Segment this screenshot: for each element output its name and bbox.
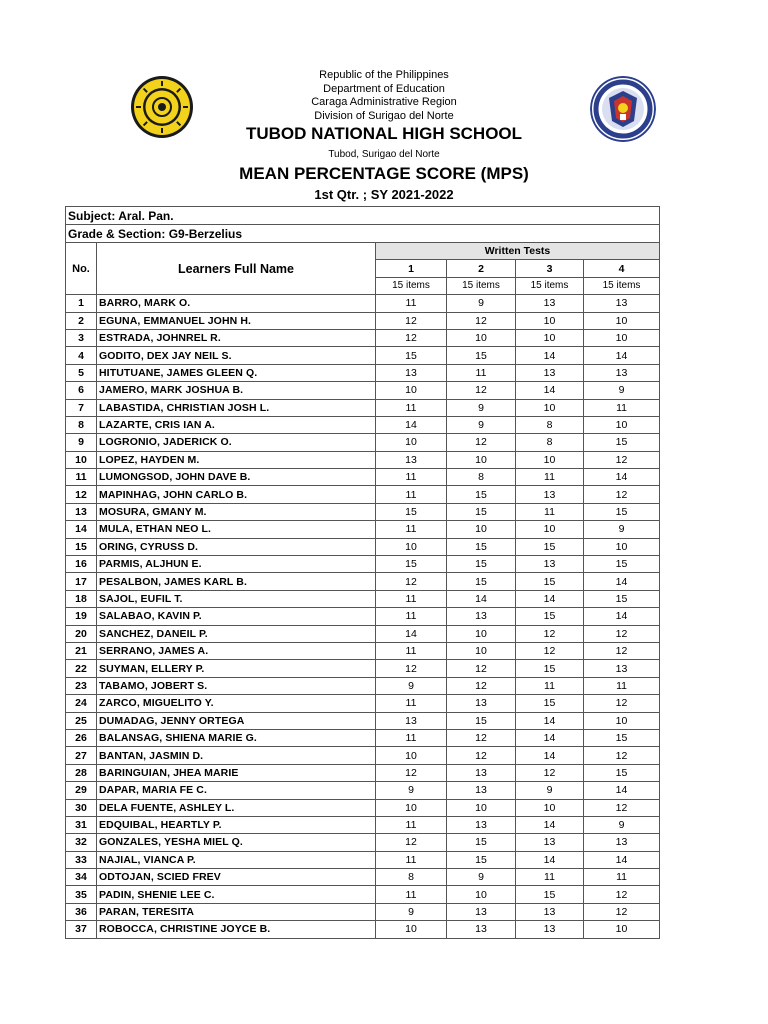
score-test-1: 9	[376, 677, 447, 694]
table-row	[66, 329, 660, 346]
score-test-1: 15	[376, 503, 447, 520]
row-number: 26	[66, 729, 97, 746]
row-number: 14	[66, 521, 97, 538]
score-test-2: 15	[447, 573, 516, 590]
score-test-3: 13	[516, 903, 584, 920]
row-number: 12	[66, 486, 97, 503]
learner-name: NAJIAL, VIANCA P.	[97, 851, 376, 868]
header-row-1	[66, 243, 660, 260]
score-test-4: 10	[584, 712, 660, 729]
quarter-label: 1st Qtr. ; SY 2021-2022	[314, 187, 454, 202]
table-row	[66, 764, 660, 781]
score-test-4: 13	[584, 295, 660, 312]
row-number: 23	[66, 677, 97, 694]
score-test-1: 11	[376, 886, 447, 903]
learner-name: SUYMAN, ELLERY P.	[97, 660, 376, 677]
score-test-1: 12	[376, 312, 447, 329]
row-number: 16	[66, 556, 97, 573]
score-test-3: 10	[516, 799, 584, 816]
table-row	[66, 851, 660, 868]
score-test-3: 11	[516, 677, 584, 694]
score-test-1: 11	[376, 851, 447, 868]
row-number: 19	[66, 608, 97, 625]
learner-name: MAPINHAG, JOHN CARLO B.	[97, 486, 376, 503]
learner-name: LUMONGSOD, JOHN DAVE B.	[97, 469, 376, 486]
row-number: 9	[66, 434, 97, 451]
score-test-1: 11	[376, 486, 447, 503]
score-test-4: 10	[584, 921, 660, 938]
row-number: 1	[66, 295, 97, 312]
learner-name: TABAMO, JOBERT S.	[97, 677, 376, 694]
score-test-1: 13	[376, 712, 447, 729]
score-test-4: 10	[584, 416, 660, 433]
table-row	[66, 521, 660, 538]
header-line-division: Division of Surigao del Norte	[314, 109, 454, 122]
score-test-3: 14	[516, 382, 584, 399]
score-test-3: 11	[516, 503, 584, 520]
score-test-4: 9	[584, 382, 660, 399]
learner-name: JAMERO, MARK JOSHUA B.	[97, 382, 376, 399]
table-row	[66, 416, 660, 433]
score-test-4: 13	[584, 660, 660, 677]
learner-name: EGUNA, EMMANUEL JOHN H.	[97, 312, 376, 329]
table-row	[66, 869, 660, 886]
score-test-3: 15	[516, 608, 584, 625]
score-test-1: 10	[376, 382, 447, 399]
score-test-2: 12	[447, 312, 516, 329]
score-test-2: 15	[447, 503, 516, 520]
score-test-4: 15	[584, 590, 660, 607]
test-number-3: 3	[516, 260, 584, 277]
score-test-3: 9	[516, 782, 584, 799]
score-test-4: 15	[584, 729, 660, 746]
grade-section-row	[66, 225, 660, 243]
score-test-2: 12	[447, 434, 516, 451]
score-test-4: 10	[584, 312, 660, 329]
test-number-2: 2	[447, 260, 516, 277]
table-row	[66, 573, 660, 590]
score-test-2: 12	[447, 382, 516, 399]
table-row	[66, 677, 660, 694]
test-items-1: 15 items	[376, 277, 447, 294]
score-test-3: 13	[516, 295, 584, 312]
score-test-3: 14	[516, 590, 584, 607]
row-number: 13	[66, 503, 97, 520]
score-test-1: 11	[376, 729, 447, 746]
row-number: 27	[66, 747, 97, 764]
table-row	[66, 399, 660, 416]
score-test-1: 10	[376, 747, 447, 764]
score-test-4: 13	[584, 834, 660, 851]
learner-name: SERRANO, JAMES A.	[97, 642, 376, 659]
score-test-1: 8	[376, 869, 447, 886]
score-test-3: 8	[516, 434, 584, 451]
score-test-1: 14	[376, 416, 447, 433]
learner-name: ZARCO, MIGUELITO Y.	[97, 695, 376, 712]
score-test-3: 13	[516, 556, 584, 573]
score-test-2: 15	[447, 347, 516, 364]
row-number: 34	[66, 869, 97, 886]
score-test-2: 10	[447, 886, 516, 903]
learner-name: SANCHEZ, DANEIL P.	[97, 625, 376, 642]
col-no-header: No.	[66, 243, 97, 295]
score-test-3: 13	[516, 834, 584, 851]
score-test-1: 11	[376, 608, 447, 625]
score-test-1: 11	[376, 590, 447, 607]
score-test-3: 15	[516, 573, 584, 590]
score-test-3: 12	[516, 625, 584, 642]
learner-name: PARMIS, ALJHUN E.	[97, 556, 376, 573]
score-test-2: 15	[447, 538, 516, 555]
score-test-2: 10	[447, 329, 516, 346]
score-test-2: 13	[447, 782, 516, 799]
score-test-3: 10	[516, 312, 584, 329]
score-test-2: 11	[447, 364, 516, 381]
score-test-2: 12	[447, 660, 516, 677]
score-test-1: 12	[376, 660, 447, 677]
table-row	[66, 660, 660, 677]
score-test-2: 13	[447, 816, 516, 833]
table-row	[66, 503, 660, 520]
row-number: 10	[66, 451, 97, 468]
score-test-4: 10	[584, 538, 660, 555]
score-test-1: 12	[376, 764, 447, 781]
government-header	[0, 69, 768, 123]
score-test-2: 15	[447, 834, 516, 851]
score-test-2: 15	[447, 712, 516, 729]
score-test-2: 10	[447, 642, 516, 659]
score-test-1: 12	[376, 834, 447, 851]
score-test-2: 12	[447, 677, 516, 694]
score-test-2: 15	[447, 556, 516, 573]
score-test-1: 11	[376, 399, 447, 416]
report-title: MEAN PERCENTAGE SCORE (MPS)	[239, 164, 529, 183]
score-test-3: 12	[516, 642, 584, 659]
col-name-header: Learners Full Name	[97, 243, 376, 295]
table-row	[66, 295, 660, 312]
table-row	[66, 921, 660, 938]
row-number: 28	[66, 764, 97, 781]
score-test-3: 15	[516, 886, 584, 903]
table-row	[66, 538, 660, 555]
subject-row	[66, 207, 660, 225]
learner-name: DELA FUENTE, ASHLEY L.	[97, 799, 376, 816]
score-test-4: 14	[584, 347, 660, 364]
score-test-4: 12	[584, 486, 660, 503]
learner-name: BARINGUIAN, JHEA MARIE	[97, 764, 376, 781]
score-test-1: 12	[376, 573, 447, 590]
score-test-4: 9	[584, 816, 660, 833]
row-number: 22	[66, 660, 97, 677]
learner-name: EDQUIBAL, HEARTLY P.	[97, 816, 376, 833]
score-test-3: 15	[516, 695, 584, 712]
score-test-3: 11	[516, 869, 584, 886]
score-test-4: 14	[584, 608, 660, 625]
table-row	[66, 834, 660, 851]
score-test-3: 12	[516, 764, 584, 781]
score-test-4: 12	[584, 625, 660, 642]
table-row	[66, 434, 660, 451]
learner-name: ORING, CYRUSS D.	[97, 538, 376, 555]
score-test-4: 14	[584, 573, 660, 590]
score-test-2: 9	[447, 869, 516, 886]
header-line-country: Republic of the Philippines	[319, 69, 449, 81]
learner-name: ODTOJAN, SCIED FREV	[97, 869, 376, 886]
learner-name: MULA, ETHAN NEO L.	[97, 521, 376, 538]
row-number: 17	[66, 573, 97, 590]
score-test-1: 14	[376, 625, 447, 642]
score-test-2: 9	[447, 399, 516, 416]
table-row	[66, 729, 660, 746]
learner-name: HITUTUANE, JAMES GLEEN Q.	[97, 364, 376, 381]
score-test-2: 15	[447, 851, 516, 868]
row-number: 7	[66, 399, 97, 416]
score-test-3: 11	[516, 469, 584, 486]
score-test-4: 15	[584, 556, 660, 573]
score-test-4: 12	[584, 695, 660, 712]
score-test-4: 13	[584, 364, 660, 381]
table-row	[66, 486, 660, 503]
score-test-2: 15	[447, 486, 516, 503]
test-items-3: 15 items	[516, 277, 584, 294]
row-number: 36	[66, 903, 97, 920]
score-test-3: 14	[516, 729, 584, 746]
table-row	[66, 695, 660, 712]
table-row	[66, 816, 660, 833]
table-row	[66, 469, 660, 486]
row-number: 4	[66, 347, 97, 364]
row-number: 37	[66, 921, 97, 938]
row-number: 20	[66, 625, 97, 642]
score-test-1: 12	[376, 329, 447, 346]
row-number: 29	[66, 782, 97, 799]
score-test-4: 14	[584, 782, 660, 799]
score-test-4: 14	[584, 851, 660, 868]
table-row	[66, 886, 660, 903]
score-test-1: 11	[376, 295, 447, 312]
score-test-1: 10	[376, 434, 447, 451]
score-test-3: 14	[516, 851, 584, 868]
score-test-3: 15	[516, 660, 584, 677]
table-row	[66, 712, 660, 729]
score-test-2: 9	[447, 416, 516, 433]
table-row	[66, 747, 660, 764]
school-address: Tubod, Surigao del Norte	[328, 149, 440, 160]
test-number-1: 1	[376, 260, 447, 277]
score-test-4: 15	[584, 764, 660, 781]
row-number: 8	[66, 416, 97, 433]
header-line-department: Department of Education	[323, 82, 445, 95]
score-test-2: 13	[447, 695, 516, 712]
row-number: 35	[66, 886, 97, 903]
learner-name: PESALBON, JAMES KARL B.	[97, 573, 376, 590]
table-row	[66, 347, 660, 364]
score-test-4: 10	[584, 329, 660, 346]
score-test-1: 15	[376, 556, 447, 573]
learner-name: DUMADAG, JENNY ORTEGA	[97, 712, 376, 729]
score-test-1: 9	[376, 903, 447, 920]
score-test-4: 9	[584, 521, 660, 538]
row-number: 15	[66, 538, 97, 555]
learner-name: BARRO, MARK O.	[97, 295, 376, 312]
score-test-4: 12	[584, 451, 660, 468]
score-test-3: 10	[516, 329, 584, 346]
school-name: TUBOD NATIONAL HIGH SCHOOL	[245, 124, 523, 143]
written-tests-header: Written Tests	[376, 243, 660, 260]
score-test-1: 11	[376, 469, 447, 486]
test-number-4: 4	[584, 260, 660, 277]
score-test-3: 10	[516, 399, 584, 416]
score-test-2: 12	[447, 729, 516, 746]
score-test-4: 12	[584, 886, 660, 903]
mps-table	[65, 206, 660, 939]
learner-name: SAJOL, EUFIL T.	[97, 590, 376, 607]
score-test-4: 11	[584, 869, 660, 886]
score-test-2: 12	[447, 747, 516, 764]
score-test-3: 15	[516, 538, 584, 555]
row-number: 18	[66, 590, 97, 607]
learner-name: PADIN, SHENIE LEE C.	[97, 886, 376, 903]
score-test-3: 10	[516, 451, 584, 468]
score-test-3: 13	[516, 921, 584, 938]
table-row	[66, 625, 660, 642]
score-test-4: 15	[584, 434, 660, 451]
score-test-4: 14	[584, 469, 660, 486]
row-number: 30	[66, 799, 97, 816]
score-test-1: 11	[376, 521, 447, 538]
score-test-2: 10	[447, 625, 516, 642]
score-test-2: 14	[447, 590, 516, 607]
learner-name: GODITO, DEX JAY NEIL S.	[97, 347, 376, 364]
header-line-region: Caraga Administrative Region	[311, 96, 457, 108]
row-number: 5	[66, 364, 97, 381]
learner-name: MOSURA, GMANY M.	[97, 503, 376, 520]
grade-section-label: Grade & Section: G9-Berzelius	[66, 225, 660, 243]
row-number: 25	[66, 712, 97, 729]
test-items-2: 15 items	[447, 277, 516, 294]
score-test-1: 10	[376, 538, 447, 555]
learner-name: ROBOCCA, CHRISTINE JOYCE B.	[97, 921, 376, 938]
table-row	[66, 364, 660, 381]
subject-label: Subject: Aral. Pan.	[66, 207, 660, 225]
score-test-4: 15	[584, 503, 660, 520]
score-test-1: 11	[376, 695, 447, 712]
row-number: 33	[66, 851, 97, 868]
score-test-3: 14	[516, 816, 584, 833]
score-test-3: 13	[516, 486, 584, 503]
learner-name: PARAN, TERESITA	[97, 903, 376, 920]
learner-name: LAZARTE, CRIS IAN A.	[97, 416, 376, 433]
score-test-1: 13	[376, 364, 447, 381]
table-row	[66, 799, 660, 816]
score-test-3: 14	[516, 747, 584, 764]
table-row	[66, 451, 660, 468]
row-number: 2	[66, 312, 97, 329]
table-row	[66, 312, 660, 329]
score-test-1: 11	[376, 816, 447, 833]
score-test-2: 13	[447, 608, 516, 625]
row-number: 21	[66, 642, 97, 659]
row-number: 31	[66, 816, 97, 833]
score-test-3: 14	[516, 347, 584, 364]
score-test-2: 9	[447, 295, 516, 312]
score-test-4: 12	[584, 747, 660, 764]
score-test-4: 11	[584, 677, 660, 694]
score-test-2: 13	[447, 903, 516, 920]
row-number: 24	[66, 695, 97, 712]
score-test-2: 10	[447, 451, 516, 468]
table-row	[66, 590, 660, 607]
score-test-3: 14	[516, 712, 584, 729]
score-test-3: 13	[516, 364, 584, 381]
learner-name: DAPAR, MARIA FE C.	[97, 782, 376, 799]
score-test-4: 11	[584, 399, 660, 416]
score-test-1: 15	[376, 347, 447, 364]
learner-name: LOPEZ, HAYDEN M.	[97, 451, 376, 468]
score-test-2: 13	[447, 764, 516, 781]
table-row	[66, 642, 660, 659]
row-number: 32	[66, 834, 97, 851]
row-number: 3	[66, 329, 97, 346]
score-test-4: 12	[584, 903, 660, 920]
score-test-2: 8	[447, 469, 516, 486]
table-row	[66, 782, 660, 799]
score-test-2: 13	[447, 921, 516, 938]
learner-name: LOGRONIO, JADERICK O.	[97, 434, 376, 451]
score-test-1: 10	[376, 799, 447, 816]
row-number: 6	[66, 382, 97, 399]
score-test-1: 13	[376, 451, 447, 468]
learner-name: BALANSAG, SHIENA MARIE G.	[97, 729, 376, 746]
learner-name: GONZALES, YESHA MIEL Q.	[97, 834, 376, 851]
score-test-3: 10	[516, 521, 584, 538]
learner-name: SALABAO, KAVIN P.	[97, 608, 376, 625]
table-row	[66, 903, 660, 920]
score-test-1: 9	[376, 782, 447, 799]
score-test-4: 12	[584, 642, 660, 659]
score-test-4: 12	[584, 799, 660, 816]
row-number: 11	[66, 469, 97, 486]
learner-name: BANTAN, JASMIN D.	[97, 747, 376, 764]
score-test-1: 11	[376, 642, 447, 659]
score-test-3: 8	[516, 416, 584, 433]
score-test-2: 10	[447, 799, 516, 816]
table-row	[66, 556, 660, 573]
table-row	[66, 382, 660, 399]
score-test-1: 10	[376, 921, 447, 938]
table-row	[66, 608, 660, 625]
test-items-4: 15 items	[584, 277, 660, 294]
score-test-2: 10	[447, 521, 516, 538]
learner-name: LABASTIDA, CHRISTIAN JOSH L.	[97, 399, 376, 416]
learner-name: ESTRADA, JOHNREL R.	[97, 329, 376, 346]
